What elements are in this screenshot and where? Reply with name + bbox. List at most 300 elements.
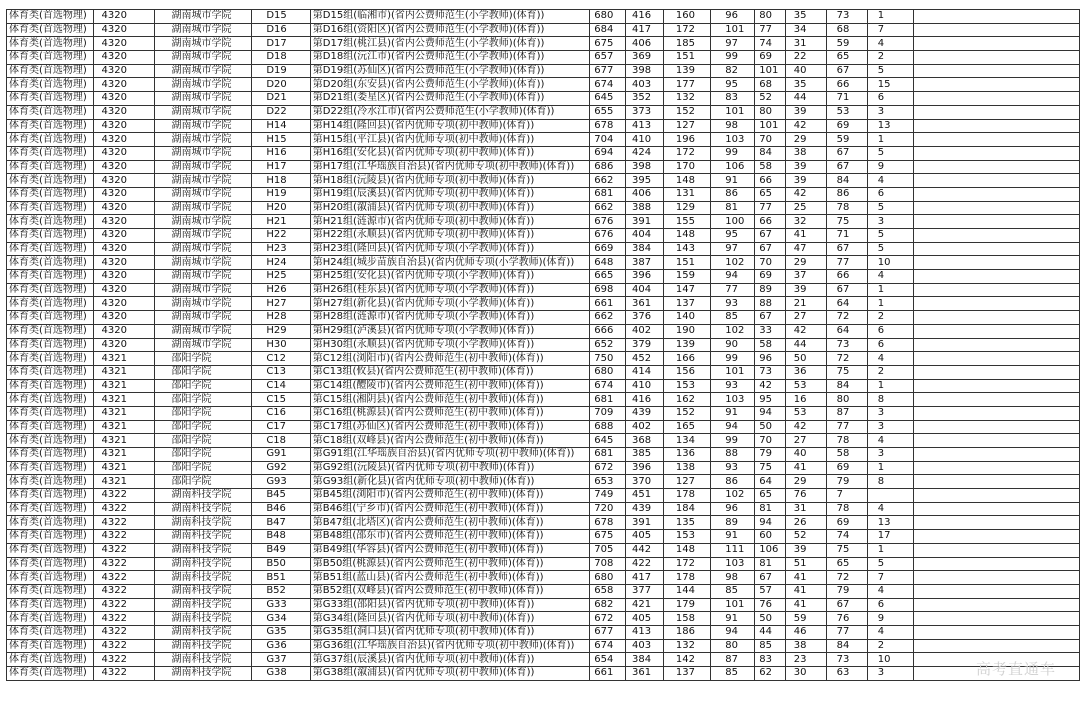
table-cell: 4322: [93, 557, 155, 571]
table-cell: 101: [711, 598, 755, 612]
table-cell: 42: [785, 324, 826, 338]
table-cell: 体育类(首选物理): [7, 653, 94, 667]
table-row: [7, 406, 1080, 420]
table-cell: 体育类(首选物理): [7, 64, 94, 78]
table-cell: 684: [590, 23, 626, 37]
table-cell: 136: [663, 448, 710, 462]
table-cell: 666: [590, 324, 626, 338]
table-cell: 155: [663, 215, 710, 229]
table-cell: 湖南城市学院: [155, 187, 252, 201]
table-cell: 368: [626, 434, 664, 448]
table-cell: [914, 461, 1080, 475]
table-cell: 422: [626, 557, 664, 571]
table-cell: H22: [252, 229, 310, 243]
table-cell: 31: [785, 37, 826, 51]
table-cell: 体育类(首选物理): [7, 256, 94, 270]
table-cell: 377: [626, 584, 664, 598]
table-cell: 101: [755, 119, 785, 133]
table-cell: 96: [755, 352, 785, 366]
table-cell: 101: [755, 64, 785, 78]
table-cell: 4320: [93, 215, 155, 229]
table-cell: 4322: [93, 639, 155, 653]
table-cell: 4320: [93, 270, 155, 284]
table-cell: 湖南城市学院: [155, 92, 252, 106]
table-cell: D22: [252, 105, 310, 119]
table-cell: 677: [590, 64, 626, 78]
table-cell: 1: [867, 461, 913, 475]
table-cell: 405: [626, 612, 664, 626]
table-cell: [914, 625, 1080, 639]
table-cell: 84: [826, 639, 867, 653]
table-cell: 148: [663, 543, 710, 557]
table-cell: 131: [663, 187, 710, 201]
table-row: [7, 420, 1080, 434]
table-cell: 75: [755, 461, 785, 475]
table-cell: 106: [755, 543, 785, 557]
table-cell: 第D20组(东安县)(省内公费师范生(小学教师)(体育)): [310, 78, 589, 92]
table-cell: [914, 78, 1080, 92]
table-cell: 151: [663, 51, 710, 65]
table-cell: 13: [867, 119, 913, 133]
table-cell: 6: [867, 338, 913, 352]
table-cell: 4321: [93, 434, 155, 448]
table-cell: 148: [663, 229, 710, 243]
watermark: 高考直通车: [975, 660, 1056, 678]
table-cell: 体育类(首选物理): [7, 639, 94, 653]
table-row: [7, 297, 1080, 311]
table-cell: 66: [826, 78, 867, 92]
table-cell: 406: [626, 187, 664, 201]
table-row: [7, 338, 1080, 352]
table-cell: C15: [252, 393, 310, 407]
table-cell: H28: [252, 311, 310, 325]
table-cell: 1: [867, 283, 913, 297]
table-cell: 675: [590, 530, 626, 544]
table-cell: 湖南城市学院: [155, 174, 252, 188]
table-cell: 655: [590, 105, 626, 119]
table-cell: [914, 229, 1080, 243]
table-row: [7, 612, 1080, 626]
table-row: [7, 270, 1080, 284]
table-cell: 165: [663, 420, 710, 434]
table-cell: D19: [252, 64, 310, 78]
table-cell: 99: [711, 434, 755, 448]
table-cell: 4320: [93, 105, 155, 119]
table-cell: 湖南科技学院: [155, 667, 252, 681]
table-cell: 42: [785, 119, 826, 133]
table-cell: 第C12组(浏阳市)(省内公费师范生(初中教师)(体育)): [310, 352, 589, 366]
table-cell: [914, 475, 1080, 489]
table-cell: 46: [785, 625, 826, 639]
table-cell: 162: [663, 393, 710, 407]
table-cell: 361: [626, 297, 664, 311]
table-cell: 88: [755, 297, 785, 311]
table-cell: 湖南城市学院: [155, 215, 252, 229]
table-cell: 2: [867, 639, 913, 653]
table-cell: 76: [785, 489, 826, 503]
table-cell: 41: [785, 598, 826, 612]
table-cell: 86: [826, 187, 867, 201]
table-row: [7, 625, 1080, 639]
table-cell: 41: [785, 229, 826, 243]
table-cell: 97: [711, 242, 755, 256]
table-cell: 680: [590, 571, 626, 585]
table-cell: 665: [590, 270, 626, 284]
table-cell: 103: [711, 557, 755, 571]
table-cell: 9: [867, 160, 913, 174]
table-cell: [914, 105, 1080, 119]
table-cell: 680: [590, 10, 626, 24]
table-cell: 体育类(首选物理): [7, 530, 94, 544]
table-row: [7, 23, 1080, 37]
table-cell: 第G33组(邵阳县)(省内优师专项(初中教师)(体育)): [310, 598, 589, 612]
table-cell: 405: [626, 530, 664, 544]
table-cell: 190: [663, 324, 710, 338]
table-cell: 4320: [93, 146, 155, 160]
table-cell: 68: [826, 23, 867, 37]
table-cell: 451: [626, 489, 664, 503]
table-cell: 第D19组(苏仙区)(省内公费师范生(小学教师)(体育)): [310, 64, 589, 78]
table-cell: 652: [590, 338, 626, 352]
table-cell: 678: [590, 516, 626, 530]
table-cell: 体育类(首选物理): [7, 543, 94, 557]
table-cell: 674: [590, 379, 626, 393]
table-cell: B48: [252, 530, 310, 544]
table-cell: 90: [711, 338, 755, 352]
table-cell: 439: [626, 406, 664, 420]
table-cell: 7: [867, 571, 913, 585]
table-cell: B47: [252, 516, 310, 530]
table-cell: 第D17组(桃江县)(省内公费师范生(小学教师)(体育)): [310, 37, 589, 51]
table-cell: 69: [755, 51, 785, 65]
table-row: [7, 475, 1080, 489]
table-cell: H25: [252, 270, 310, 284]
table-cell: D21: [252, 92, 310, 106]
table-cell: 5: [867, 557, 913, 571]
table-cell: [914, 543, 1080, 557]
table-cell: 87: [826, 406, 867, 420]
table-cell: 91: [711, 612, 755, 626]
table-cell: 体育类(首选物理): [7, 352, 94, 366]
table-cell: 681: [590, 187, 626, 201]
table-cell: 76: [826, 612, 867, 626]
table-cell: 85: [755, 639, 785, 653]
table-cell: 4320: [93, 201, 155, 215]
table-row: [7, 311, 1080, 325]
table-cell: B50: [252, 557, 310, 571]
table-cell: B49: [252, 543, 310, 557]
table-cell: 166: [663, 352, 710, 366]
table-cell: 76: [755, 598, 785, 612]
table-cell: 体育类(首选物理): [7, 119, 94, 133]
table-cell: 10: [867, 256, 913, 270]
table-cell: 第H15组(平江县)(省内优师专项(初中教师)(体育)): [310, 133, 589, 147]
table-cell: 654: [590, 653, 626, 667]
table-cell: 第H18组(沅陵县)(省内优师专项(初中教师)(体育)): [310, 174, 589, 188]
table-cell: 170: [663, 160, 710, 174]
table-cell: 681: [590, 393, 626, 407]
table-cell: 第H21组(涟源市)(省内优师专项(初中教师)(体育)): [310, 215, 589, 229]
table-cell: 59: [826, 37, 867, 51]
table-row: [7, 543, 1080, 557]
table-cell: 体育类(首选物理): [7, 133, 94, 147]
table-cell: 709: [590, 406, 626, 420]
table-cell: 52: [755, 92, 785, 106]
table-cell: 53: [785, 379, 826, 393]
table-cell: 675: [590, 37, 626, 51]
table-cell: 413: [626, 625, 664, 639]
table-cell: 403: [626, 78, 664, 92]
table-cell: 体育类(首选物理): [7, 10, 94, 24]
table-cell: 417: [626, 571, 664, 585]
table-row: [7, 653, 1080, 667]
table-cell: 湖南城市学院: [155, 229, 252, 243]
table-cell: 84: [826, 174, 867, 188]
table-cell: 15: [867, 78, 913, 92]
table-cell: 140: [663, 311, 710, 325]
table-cell: 89: [711, 516, 755, 530]
table-cell: 38: [785, 639, 826, 653]
table-cell: [914, 270, 1080, 284]
table-cell: 404: [626, 283, 664, 297]
table-cell: 湖南城市学院: [155, 242, 252, 256]
table-cell: 139: [663, 338, 710, 352]
table-row: [7, 201, 1080, 215]
table-cell: 67: [755, 311, 785, 325]
table-cell: 26: [785, 516, 826, 530]
table-cell: H18: [252, 174, 310, 188]
table-cell: 体育类(首选物理): [7, 37, 94, 51]
table-cell: D15: [252, 10, 310, 24]
table-cell: 4322: [93, 571, 155, 585]
table-cell: 22: [785, 51, 826, 65]
table-cell: 172: [663, 557, 710, 571]
table-cell: [914, 448, 1080, 462]
table-cell: 29: [785, 475, 826, 489]
table-cell: 134: [663, 434, 710, 448]
table-cell: 6: [867, 324, 913, 338]
table-cell: 湖南科技学院: [155, 625, 252, 639]
table-cell: 78: [826, 201, 867, 215]
table-cell: G93: [252, 475, 310, 489]
table-cell: 686: [590, 160, 626, 174]
table-row: [7, 160, 1080, 174]
table-cell: 101: [711, 23, 755, 37]
table-cell: 77: [755, 23, 785, 37]
table-cell: 体育类(首选物理): [7, 297, 94, 311]
table-cell: D17: [252, 37, 310, 51]
table-cell: 416: [626, 10, 664, 24]
table-cell: 体育类(首选物理): [7, 584, 94, 598]
table-cell: 第B50组(桃源县)(省内公费师范生(初中教师)(体育)): [310, 557, 589, 571]
table-cell: 湖南城市学院: [155, 297, 252, 311]
table-cell: 95: [711, 78, 755, 92]
table-cell: 72: [826, 311, 867, 325]
table-cell: 4322: [93, 530, 155, 544]
table-cell: 4320: [93, 283, 155, 297]
table-cell: 5: [867, 64, 913, 78]
table-cell: 第B49组(华容县)(省内公费师范生(初中教师)(体育)): [310, 543, 589, 557]
table-cell: 72: [826, 571, 867, 585]
table-cell: 4321: [93, 461, 155, 475]
table-cell: 47: [785, 242, 826, 256]
table-cell: 83: [755, 653, 785, 667]
table-cell: 3: [867, 420, 913, 434]
table-cell: 69: [826, 461, 867, 475]
table-cell: 体育类(首选物理): [7, 51, 94, 65]
table-cell: [914, 516, 1080, 530]
table-cell: 69: [755, 270, 785, 284]
table-cell: 5: [867, 229, 913, 243]
table-cell: 396: [626, 270, 664, 284]
table-cell: 129: [663, 201, 710, 215]
table-cell: C16: [252, 406, 310, 420]
table-cell: 第H22组(永顺县)(省内优师专项(初中教师)(体育)): [310, 229, 589, 243]
table-cell: 2: [867, 311, 913, 325]
table-cell: 湖南科技学院: [155, 598, 252, 612]
table-cell: 93: [711, 461, 755, 475]
table-cell: 402: [626, 324, 664, 338]
table-cell: 99: [711, 352, 755, 366]
table-row: [7, 448, 1080, 462]
table-cell: 35: [785, 78, 826, 92]
table-cell: 67: [826, 160, 867, 174]
table-cell: 97: [711, 37, 755, 51]
table-cell: 第G93组(新化县)(省内优师专项(初中教师)(体育)): [310, 475, 589, 489]
table-cell: H20: [252, 201, 310, 215]
table-cell: 34: [785, 23, 826, 37]
table-cell: 第D22组(冷水江市)(省内公费师范生(小学教师)(体育)): [310, 105, 589, 119]
table-cell: 178: [663, 489, 710, 503]
table-row: [7, 92, 1080, 106]
table-cell: 81: [755, 557, 785, 571]
table-cell: [914, 598, 1080, 612]
table-cell: B51: [252, 571, 310, 585]
table-cell: 体育类(首选物理): [7, 475, 94, 489]
table-cell: 127: [663, 475, 710, 489]
table-cell: H26: [252, 283, 310, 297]
table-cell: [914, 119, 1080, 133]
table-cell: 103: [711, 133, 755, 147]
table-cell: 103: [711, 393, 755, 407]
table-cell: 4320: [93, 23, 155, 37]
table-cell: 94: [711, 420, 755, 434]
table-cell: 153: [663, 379, 710, 393]
table-cell: 第H14组(隆回县)(省内优师专项(初中教师)(体育)): [310, 119, 589, 133]
table-cell: H17: [252, 160, 310, 174]
table-cell: 67: [826, 598, 867, 612]
table-cell: 体育类(首选物理): [7, 612, 94, 626]
table-cell: 第H30组(永顺县)(省内优师专项(小学教师)(体育)): [310, 338, 589, 352]
table-cell: G36: [252, 639, 310, 653]
table-cell: 44: [785, 338, 826, 352]
table-cell: 3: [867, 215, 913, 229]
table-cell: 58: [755, 160, 785, 174]
table-cell: 704: [590, 133, 626, 147]
table-cell: [914, 557, 1080, 571]
table-cell: 669: [590, 242, 626, 256]
table-cell: 4321: [93, 365, 155, 379]
table-cell: 2: [867, 365, 913, 379]
table-cell: 体育类(首选物理): [7, 557, 94, 571]
table-cell: G34: [252, 612, 310, 626]
table-cell: C12: [252, 352, 310, 366]
table-cell: 体育类(首选物理): [7, 365, 94, 379]
table-cell: 680: [590, 365, 626, 379]
table-cell: 邵阳学院: [155, 434, 252, 448]
table-row: [7, 516, 1080, 530]
table-cell: H19: [252, 187, 310, 201]
table-cell: 第D18组(沅江市)(省内公费师范生(小学教师)(体育)): [310, 51, 589, 65]
table-cell: 31: [785, 502, 826, 516]
table-cell: 湖南科技学院: [155, 584, 252, 598]
table-cell: H30: [252, 338, 310, 352]
table-cell: 39: [785, 283, 826, 297]
table-cell: 4320: [93, 324, 155, 338]
table-cell: 1: [867, 379, 913, 393]
table-cell: 4322: [93, 516, 155, 530]
table-cell: 77: [711, 283, 755, 297]
table-cell: 第G92组(沅陵县)(省内优师专项(初中教师)(体育)): [310, 461, 589, 475]
table-cell: 137: [663, 667, 710, 681]
table-cell: 75: [826, 365, 867, 379]
table-cell: 体育类(首选物理): [7, 229, 94, 243]
table-cell: 661: [590, 297, 626, 311]
table-cell: 36: [785, 365, 826, 379]
table-cell: 第G36组(江华瑶族自治县)(省内优师专项(初中教师)(体育)): [310, 639, 589, 653]
table-cell: 4: [867, 584, 913, 598]
table-cell: 101: [711, 105, 755, 119]
table-cell: 653: [590, 475, 626, 489]
table-cell: 177: [663, 78, 710, 92]
table-cell: 体育类(首选物理): [7, 489, 94, 503]
table-cell: [914, 379, 1080, 393]
table-cell: 第D15组(临湘市)(省内公费师范生(小学教师)(体育)): [310, 10, 589, 24]
table-cell: 69: [826, 516, 867, 530]
table-cell: 442: [626, 543, 664, 557]
table-cell: 4320: [93, 229, 155, 243]
table-cell: 80: [755, 10, 785, 24]
table-cell: 58: [826, 448, 867, 462]
table-cell: 147: [663, 283, 710, 297]
table-cell: 4: [867, 352, 913, 366]
table-cell: [914, 612, 1080, 626]
table-cell: 184: [663, 502, 710, 516]
table-cell: 体育类(首选物理): [7, 270, 94, 284]
table-cell: 7: [826, 489, 867, 503]
table-cell: H15: [252, 133, 310, 147]
table-cell: 湖南城市学院: [155, 283, 252, 297]
table-row: [7, 119, 1080, 133]
table-cell: 85: [711, 667, 755, 681]
table-cell: 678: [590, 119, 626, 133]
table-cell: 66: [755, 215, 785, 229]
table-cell: [914, 406, 1080, 420]
table-cell: 44: [755, 625, 785, 639]
table-cell: 71: [826, 92, 867, 106]
table-cell: 邵阳学院: [155, 461, 252, 475]
table-row: [7, 64, 1080, 78]
table-cell: 体育类(首选物理): [7, 571, 94, 585]
table-cell: 111: [711, 543, 755, 557]
table-cell: 384: [626, 653, 664, 667]
table-cell: 41: [785, 584, 826, 598]
table-cell: H27: [252, 297, 310, 311]
table-cell: 16: [785, 393, 826, 407]
table-cell: 4322: [93, 502, 155, 516]
table-cell: 邵阳学院: [155, 475, 252, 489]
table-cell: 体育类(首选物理): [7, 23, 94, 37]
